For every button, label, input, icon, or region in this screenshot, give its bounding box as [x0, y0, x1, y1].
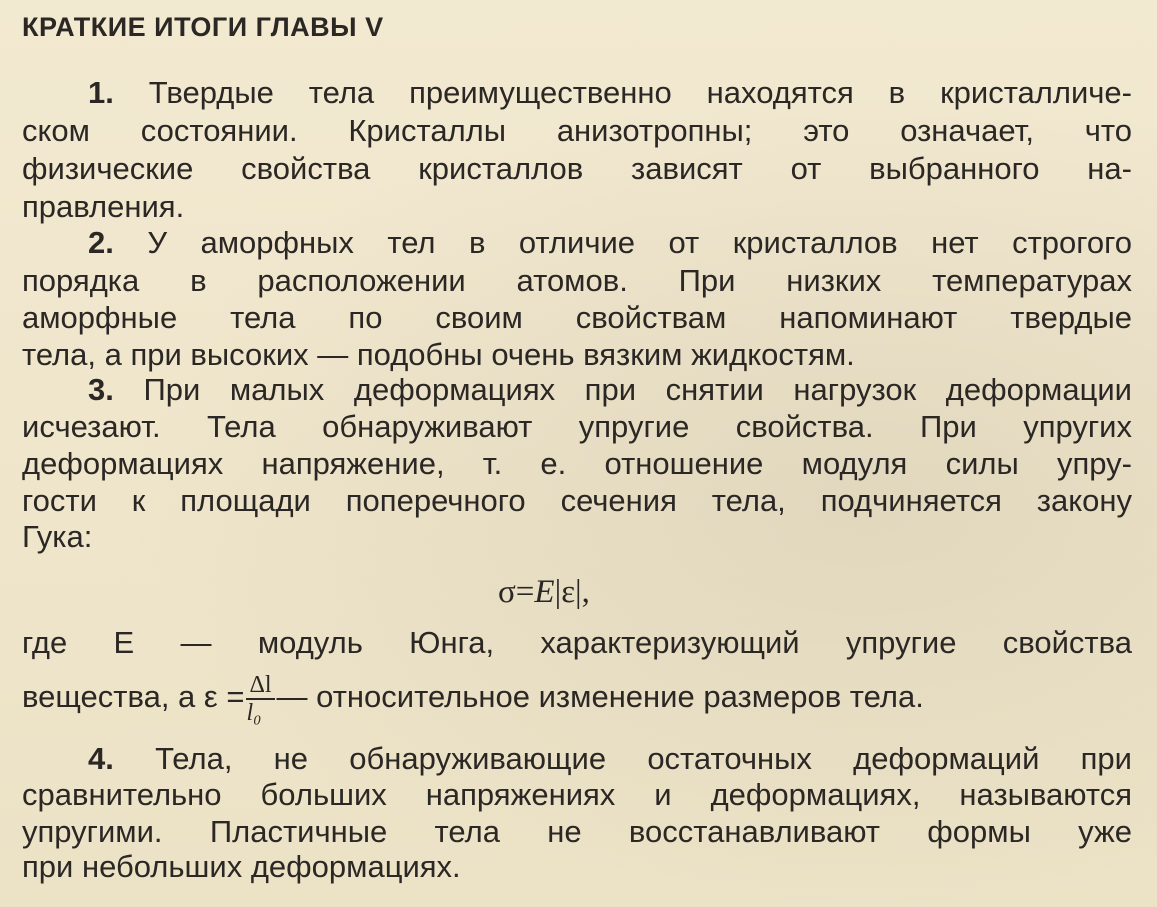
item-2-line-1 — [88, 224, 1132, 262]
item-3-line-1 — [88, 371, 1132, 409]
item-3-line-4: гости к площади поперечного сечения тела, подчиняется закону — [22, 483, 1132, 518]
chapter-summary-heading: КРАТКИЕ ИТОГИ ГЛАВЫ V — [22, 12, 384, 42]
formula-equals: = — [515, 574, 535, 610]
item-1-line-3: физические свойства кристаллов зависят от выбранного на- — [22, 151, 1132, 186]
fraction-denominator: l₀ — [246, 700, 262, 726]
item-3-after-formula-line-1: где E — модуль Юнга, характеризующий упругие свойства — [22, 625, 1132, 660]
item-3-text-1: При малых деформациях при снятии нагрузок деформации — [143, 372, 1132, 407]
item-2-text-1: У аморфных тел в отличие от кристаллов нет строгого — [147, 225, 1132, 260]
item-2-number: 2. — [88, 225, 114, 260]
item-3-line-2: исчезают. Тела обнаруживают упругие свойства. При упругих — [22, 409, 1132, 444]
strain-def-prefix: вещества, а ε = — [22, 679, 245, 715]
item-3-line-3: деформациях напряжение, т. е. отношение модуля силы упру- — [22, 446, 1132, 481]
item-4-line-3: упругими. Пластичные тела не восстанавливают формы уже — [22, 814, 1132, 849]
formula-abs-epsilon: |ε| — [554, 574, 582, 610]
item-1-line-4: правления. — [22, 189, 185, 224]
fraction-numerator: Δl — [246, 672, 274, 700]
item-2-line-4: тела, а при высоких — подобны очень вязким жидкостям. — [22, 337, 855, 372]
strain-def-suffix: — относительное изменение размеров тела. — [276, 679, 924, 715]
formula-comma: , — [581, 574, 590, 610]
item-2-line-2: порядка в расположении атомов. При низких температурах — [22, 263, 1132, 298]
item-4-line-4: при небольших деформациях. — [22, 849, 461, 884]
formula-E: E — [534, 574, 555, 610]
item-3-after-formula-line-2 — [22, 672, 1132, 726]
hooke-formula — [498, 574, 590, 611]
item-1-number: 1. — [88, 75, 114, 110]
item-1-text-1: Твердые тела преимущественно находятся в кристалличе- — [148, 75, 1132, 110]
item-4-number: 4. — [88, 741, 114, 776]
item-3-line-5: Гука: — [22, 519, 93, 554]
formula-sigma: σ — [498, 574, 516, 610]
strain-fraction — [246, 672, 274, 726]
item-1-line-1 — [88, 74, 1132, 112]
item-1-line-2: ском состоянии. Кристаллы анизотропны; это означает, что — [22, 113, 1132, 148]
item-4-line-1 — [88, 740, 1132, 778]
item-4-text-1: Тела, не обнаруживающие остаточных деформаций при — [155, 741, 1132, 776]
item-3-number: 3. — [88, 372, 114, 407]
item-4-line-2: сравнительно больших напряжениях и деформациях, называются — [22, 777, 1132, 812]
item-2-line-3: аморфные тела по своим свойствам напоминают твердые — [22, 300, 1132, 335]
